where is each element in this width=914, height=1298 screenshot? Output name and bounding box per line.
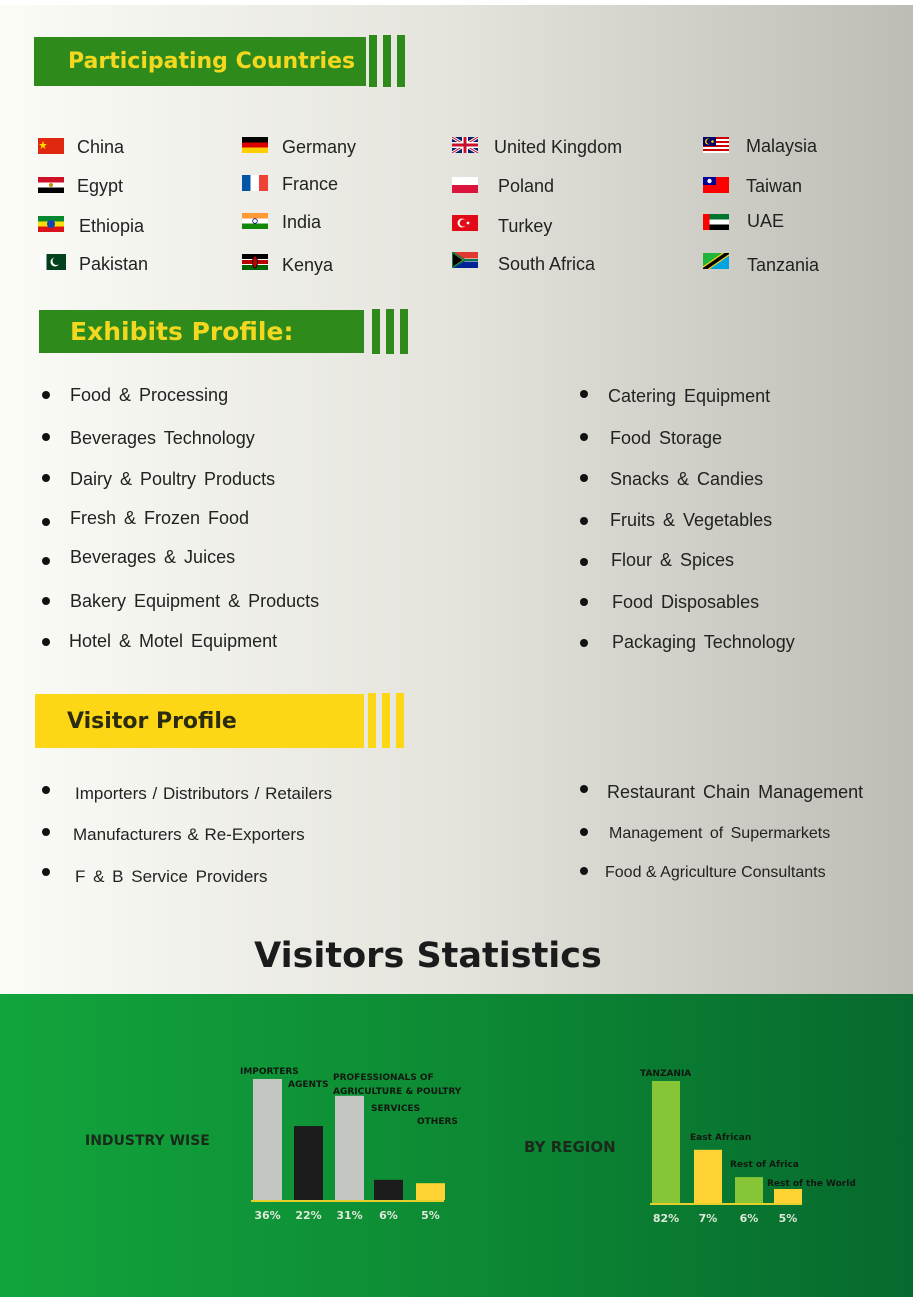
industry-bar xyxy=(294,1126,323,1200)
industry-value-label: 31% xyxy=(336,1209,363,1222)
list-item: Food Disposables xyxy=(612,592,760,612)
industry-value-label: 5% xyxy=(421,1209,440,1222)
bullet xyxy=(580,785,588,793)
region-category-label: Rest of the World xyxy=(767,1179,856,1189)
industry-category-label: OTHERS xyxy=(417,1117,458,1127)
exhibits-title: Exhibits Profile: xyxy=(70,317,294,346)
list-item: Hotel & Motel Equipment xyxy=(69,631,278,651)
industry-value-label: 6% xyxy=(379,1209,398,1222)
list-item: Management of Supermarkets xyxy=(609,825,831,842)
bullet xyxy=(42,433,50,441)
kenya-flag-icon xyxy=(242,254,268,270)
turkey-flag-icon xyxy=(452,215,478,231)
bullet xyxy=(42,391,50,399)
region-chart-title: BY REGION xyxy=(524,1138,616,1156)
country-name: Tanzania xyxy=(747,255,820,275)
country-name: Kenya xyxy=(282,255,334,275)
list-item: Restaurant Chain Management xyxy=(607,782,864,802)
country-name: UAE xyxy=(747,211,785,231)
poland-flag-icon xyxy=(452,177,478,193)
egypt-flag-icon xyxy=(38,177,64,193)
ethiopia-flag-icon xyxy=(38,216,64,232)
list-item: Beverages Technology xyxy=(70,428,255,448)
statistics-charts xyxy=(0,994,913,1297)
list-item: Food Storage xyxy=(610,428,723,448)
industry-chart-title: INDUSTRY WISE xyxy=(85,1133,210,1149)
industry-category-label: AGENTS xyxy=(288,1080,329,1090)
bullet xyxy=(580,598,588,606)
list-item: Flour & Spices xyxy=(611,550,735,570)
bullet xyxy=(42,557,50,565)
bullet xyxy=(580,867,588,875)
exhibits-banner xyxy=(39,310,364,353)
bullet xyxy=(580,433,588,441)
region-value-label: 5% xyxy=(778,1212,798,1225)
region-value-label: 6% xyxy=(739,1212,759,1225)
tanzania-flag-icon xyxy=(703,253,729,269)
countries-banner-stripes xyxy=(369,35,407,87)
country-name: Ethiopia xyxy=(79,216,145,236)
industry-bar xyxy=(253,1079,282,1200)
industry-category-label: SERVICES xyxy=(371,1104,421,1114)
country-name: South Africa xyxy=(498,254,596,274)
industry-bar xyxy=(416,1183,445,1200)
country-name: France xyxy=(282,174,339,194)
region-bar xyxy=(774,1189,802,1203)
region-bar xyxy=(735,1177,763,1203)
country-name: Pakistan xyxy=(79,254,149,274)
list-item: Beverages & Juices xyxy=(70,547,236,567)
industry-value-label: 36% xyxy=(254,1209,281,1222)
region-value-label: 7% xyxy=(698,1212,718,1225)
list-item: Food & Agriculture Consultants xyxy=(605,864,826,881)
country-name: United Kingdom xyxy=(494,137,623,157)
countries-title: Participating Countries xyxy=(68,49,356,74)
statistics-panel xyxy=(0,994,913,1297)
region-category-label: TANZANIA xyxy=(640,1069,692,1079)
list-item: Importers / Distributors / Retailers xyxy=(75,784,333,803)
countries-banner xyxy=(34,37,366,86)
country-name: China xyxy=(77,137,125,157)
bullet xyxy=(580,474,588,482)
uk-flag-icon xyxy=(452,137,478,153)
industry-category-label: IMPORTERS xyxy=(240,1067,299,1077)
country-name: Malaysia xyxy=(746,136,818,156)
malaysia-flag-icon xyxy=(703,137,729,153)
bullet xyxy=(42,868,50,876)
region-category-label: East African xyxy=(690,1133,752,1143)
bullet xyxy=(580,390,588,398)
bullet xyxy=(42,786,50,794)
bullet xyxy=(580,639,588,647)
uae-flag-icon xyxy=(703,214,729,230)
visitor-title: Visitor Profile xyxy=(67,708,237,734)
country-name: Poland xyxy=(498,176,555,196)
bullet xyxy=(42,518,50,526)
country-name: Egypt xyxy=(77,176,124,196)
list-item: Fresh & Frozen Food xyxy=(70,508,250,528)
industry-value-label: 22% xyxy=(295,1209,322,1222)
region-value-label: 82% xyxy=(652,1212,680,1225)
list-item: Catering Equipment xyxy=(608,386,771,406)
pakistan-flag-icon xyxy=(40,254,66,270)
country-name: Germany xyxy=(282,137,357,157)
bullet xyxy=(42,597,50,605)
exhibits-banner-stripes xyxy=(372,309,410,354)
industry-bar xyxy=(374,1180,403,1200)
taiwan-flag-icon xyxy=(703,177,729,193)
region-bar xyxy=(652,1081,680,1203)
country-name: Taiwan xyxy=(746,176,803,196)
bullet xyxy=(42,828,50,836)
china-flag-icon xyxy=(38,138,64,154)
visitor-banner-stripes xyxy=(368,693,406,748)
bullet xyxy=(580,558,588,566)
region-category-label: Rest of Africa xyxy=(730,1160,799,1170)
india-flag-icon xyxy=(242,213,268,229)
bullet xyxy=(42,474,50,482)
bullet xyxy=(42,638,50,646)
country-name: India xyxy=(282,212,322,232)
stats-title: Visitors Statistics xyxy=(254,936,602,976)
list-item: Bakery Equipment & Products xyxy=(70,591,320,611)
list-item: F & B Service Providers xyxy=(75,867,268,886)
list-item: Food & Processing xyxy=(70,385,229,405)
list-item: Dairy & Poultry Products xyxy=(70,469,276,489)
france-flag-icon xyxy=(242,175,268,191)
list-item: Packaging Technology xyxy=(612,632,795,652)
list-item: Manufacturers & Re-Exporters xyxy=(73,825,305,844)
industry-bar xyxy=(335,1096,364,1200)
country-name: Turkey xyxy=(498,216,553,236)
south-africa-flag-icon xyxy=(452,252,478,268)
industry-category-label: AGRICULTURE & POULTRY xyxy=(333,1087,462,1097)
region-bar xyxy=(694,1150,722,1203)
bullet xyxy=(580,517,588,525)
germany-flag-icon xyxy=(242,137,268,153)
visitor-banner xyxy=(35,694,364,748)
list-item: Fruits & Vegetables xyxy=(610,510,773,530)
bullet xyxy=(580,828,588,836)
list-item: Snacks & Candies xyxy=(610,469,764,489)
industry-category-label: PROFESSIONALS OF xyxy=(333,1073,434,1083)
